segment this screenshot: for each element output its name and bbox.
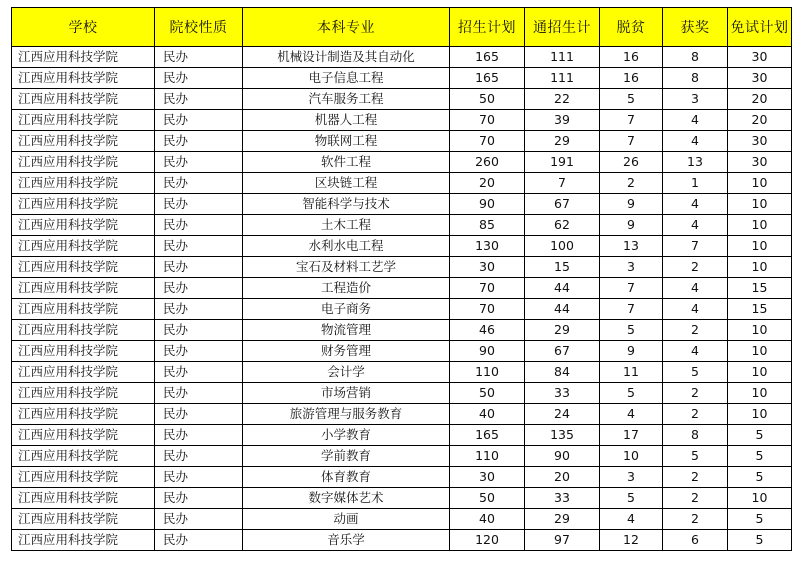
cell-poverty: 4: [600, 404, 663, 425]
cell-enrollment-plan: 165: [450, 47, 525, 68]
cell-school: 江西应用科技学院: [12, 467, 155, 488]
table-row: [12, 467, 792, 488]
cell-award: 2: [663, 383, 728, 404]
cell-school: 江西应用科技学院: [12, 194, 155, 215]
cell-major: 水利水电工程: [243, 236, 450, 257]
cell-major: 电子商务: [243, 299, 450, 320]
cell-major: 物流管理: [243, 320, 450, 341]
cell-enrollment-plan: 260: [450, 152, 525, 173]
table-row: [12, 68, 792, 89]
cell-major: 软件工程: [243, 152, 450, 173]
cell-poverty: 7: [600, 299, 663, 320]
cell-school-type: 民办: [155, 152, 243, 173]
cell-poverty: 9: [600, 194, 663, 215]
cell-school: 江西应用科技学院: [12, 320, 155, 341]
cell-school-type: 民办: [155, 110, 243, 131]
cell-school: 江西应用科技学院: [12, 341, 155, 362]
cell-poverty: 3: [600, 257, 663, 278]
cell-exempt-plan: 5: [728, 530, 792, 551]
cell-general-plan: 24: [525, 404, 600, 425]
cell-major: 会计学: [243, 362, 450, 383]
cell-school-type: 民办: [155, 488, 243, 509]
cell-general-plan: 191: [525, 152, 600, 173]
cell-major: 机械设计制造及其自动化: [243, 47, 450, 68]
table-row: [12, 320, 792, 341]
cell-school: 江西应用科技学院: [12, 68, 155, 89]
cell-enrollment-plan: 130: [450, 236, 525, 257]
table-row: [12, 236, 792, 257]
cell-school: 江西应用科技学院: [12, 530, 155, 551]
cell-school: 江西应用科技学院: [12, 236, 155, 257]
cell-enrollment-plan: 50: [450, 488, 525, 509]
cell-exempt-plan: 10: [728, 488, 792, 509]
cell-award: 7: [663, 236, 728, 257]
cell-exempt-plan: 30: [728, 131, 792, 152]
cell-enrollment-plan: 50: [450, 89, 525, 110]
cell-general-plan: 67: [525, 341, 600, 362]
cell-school-type: 民办: [155, 215, 243, 236]
table-row: [12, 362, 792, 383]
cell-general-plan: 135: [525, 425, 600, 446]
cell-general-plan: 29: [525, 509, 600, 530]
cell-major: 市场营销: [243, 383, 450, 404]
header-poverty: 脱贫: [600, 8, 663, 47]
cell-exempt-plan: 30: [728, 152, 792, 173]
cell-school-type: 民办: [155, 299, 243, 320]
table-row: [12, 173, 792, 194]
cell-enrollment-plan: 20: [450, 173, 525, 194]
cell-enrollment-plan: 50: [450, 383, 525, 404]
cell-exempt-plan: 5: [728, 446, 792, 467]
cell-exempt-plan: 10: [728, 320, 792, 341]
cell-exempt-plan: 10: [728, 194, 792, 215]
cell-enrollment-plan: 120: [450, 530, 525, 551]
cell-school-type: 民办: [155, 131, 243, 152]
cell-school-type: 民办: [155, 173, 243, 194]
cell-poverty: 3: [600, 467, 663, 488]
cell-school-type: 民办: [155, 530, 243, 551]
cell-poverty: 4: [600, 509, 663, 530]
cell-poverty: 7: [600, 278, 663, 299]
cell-exempt-plan: 20: [728, 110, 792, 131]
cell-enrollment-plan: 70: [450, 131, 525, 152]
cell-enrollment-plan: 30: [450, 257, 525, 278]
cell-general-plan: 111: [525, 68, 600, 89]
cell-award: 8: [663, 425, 728, 446]
cell-school: 江西应用科技学院: [12, 446, 155, 467]
cell-school: 江西应用科技学院: [12, 152, 155, 173]
table-row: [12, 488, 792, 509]
cell-exempt-plan: 15: [728, 278, 792, 299]
cell-exempt-plan: 10: [728, 362, 792, 383]
cell-school-type: 民办: [155, 446, 243, 467]
cell-enrollment-plan: 90: [450, 341, 525, 362]
cell-award: 2: [663, 467, 728, 488]
cell-poverty: 10: [600, 446, 663, 467]
cell-school: 江西应用科技学院: [12, 89, 155, 110]
cell-exempt-plan: 5: [728, 467, 792, 488]
cell-general-plan: 22: [525, 89, 600, 110]
cell-major: 数字媒体艺术: [243, 488, 450, 509]
header-school: 学校: [12, 8, 155, 47]
cell-school: 江西应用科技学院: [12, 488, 155, 509]
cell-enrollment-plan: 85: [450, 215, 525, 236]
cell-poverty: 9: [600, 341, 663, 362]
table-row: [12, 341, 792, 362]
table-row: [12, 530, 792, 551]
table-row: [12, 278, 792, 299]
cell-award: 2: [663, 320, 728, 341]
cell-general-plan: 100: [525, 236, 600, 257]
cell-general-plan: 33: [525, 488, 600, 509]
cell-award: 13: [663, 152, 728, 173]
cell-school: 江西应用科技学院: [12, 257, 155, 278]
header-exempt-plan: 免试计划: [728, 8, 792, 47]
cell-major: 区块链工程: [243, 173, 450, 194]
admissions-table-container: [11, 7, 792, 551]
cell-general-plan: 39: [525, 110, 600, 131]
cell-poverty: 16: [600, 47, 663, 68]
cell-general-plan: 33: [525, 383, 600, 404]
cell-poverty: 5: [600, 383, 663, 404]
cell-major: 土木工程: [243, 215, 450, 236]
cell-major: 物联网工程: [243, 131, 450, 152]
table-body: [12, 47, 792, 551]
table-row: [12, 131, 792, 152]
cell-general-plan: 67: [525, 194, 600, 215]
cell-general-plan: 62: [525, 215, 600, 236]
cell-poverty: 7: [600, 110, 663, 131]
table-row: [12, 110, 792, 131]
table-row: [12, 194, 792, 215]
cell-poverty: 5: [600, 89, 663, 110]
cell-general-plan: 20: [525, 467, 600, 488]
header-award: 获奖: [663, 8, 728, 47]
cell-school-type: 民办: [155, 89, 243, 110]
cell-major: 学前教育: [243, 446, 450, 467]
cell-general-plan: 111: [525, 47, 600, 68]
cell-school-type: 民办: [155, 404, 243, 425]
table-row: [12, 425, 792, 446]
table-row: [12, 383, 792, 404]
cell-school: 江西应用科技学院: [12, 131, 155, 152]
header-general-plan: 通招生计: [525, 8, 600, 47]
cell-school: 江西应用科技学院: [12, 278, 155, 299]
cell-award: 2: [663, 509, 728, 530]
cell-exempt-plan: 5: [728, 425, 792, 446]
cell-award: 4: [663, 299, 728, 320]
table-row: [12, 257, 792, 278]
cell-school: 江西应用科技学院: [12, 509, 155, 530]
cell-school-type: 民办: [155, 236, 243, 257]
cell-award: 2: [663, 404, 728, 425]
cell-school: 江西应用科技学院: [12, 215, 155, 236]
cell-major: 机器人工程: [243, 110, 450, 131]
cell-enrollment-plan: 30: [450, 467, 525, 488]
cell-school-type: 民办: [155, 467, 243, 488]
cell-major: 电子信息工程: [243, 68, 450, 89]
cell-school: 江西应用科技学院: [12, 425, 155, 446]
cell-exempt-plan: 10: [728, 215, 792, 236]
cell-exempt-plan: 10: [728, 404, 792, 425]
cell-poverty: 13: [600, 236, 663, 257]
table-header: [12, 8, 792, 47]
cell-school-type: 民办: [155, 362, 243, 383]
table-row: [12, 299, 792, 320]
cell-award: 4: [663, 215, 728, 236]
cell-enrollment-plan: 70: [450, 299, 525, 320]
header-row: [12, 8, 792, 47]
cell-poverty: 16: [600, 68, 663, 89]
cell-exempt-plan: 5: [728, 509, 792, 530]
table-row: [12, 404, 792, 425]
cell-major: 宝石及材料工艺学: [243, 257, 450, 278]
cell-major: 智能科学与技术: [243, 194, 450, 215]
cell-poverty: 7: [600, 131, 663, 152]
cell-school: 江西应用科技学院: [12, 362, 155, 383]
cell-general-plan: 15: [525, 257, 600, 278]
cell-enrollment-plan: 110: [450, 446, 525, 467]
cell-award: 8: [663, 47, 728, 68]
cell-award: 1: [663, 173, 728, 194]
cell-enrollment-plan: 40: [450, 509, 525, 530]
table-row: [12, 89, 792, 110]
cell-major: 小学教育: [243, 425, 450, 446]
cell-exempt-plan: 20: [728, 89, 792, 110]
cell-general-plan: 90: [525, 446, 600, 467]
cell-school-type: 民办: [155, 320, 243, 341]
cell-school: 江西应用科技学院: [12, 404, 155, 425]
cell-general-plan: 44: [525, 278, 600, 299]
cell-general-plan: 44: [525, 299, 600, 320]
cell-poverty: 11: [600, 362, 663, 383]
cell-enrollment-plan: 165: [450, 425, 525, 446]
cell-school: 江西应用科技学院: [12, 383, 155, 404]
cell-award: 6: [663, 530, 728, 551]
cell-school-type: 民办: [155, 194, 243, 215]
cell-exempt-plan: 10: [728, 173, 792, 194]
cell-poverty: 5: [600, 320, 663, 341]
cell-school: 江西应用科技学院: [12, 110, 155, 131]
cell-poverty: 9: [600, 215, 663, 236]
table-row: [12, 47, 792, 68]
cell-enrollment-plan: 70: [450, 110, 525, 131]
cell-award: 4: [663, 110, 728, 131]
cell-award: 2: [663, 488, 728, 509]
cell-general-plan: 29: [525, 320, 600, 341]
cell-enrollment-plan: 90: [450, 194, 525, 215]
cell-poverty: 26: [600, 152, 663, 173]
cell-school-type: 民办: [155, 341, 243, 362]
cell-general-plan: 7: [525, 173, 600, 194]
cell-major: 音乐学: [243, 530, 450, 551]
cell-poverty: 17: [600, 425, 663, 446]
cell-award: 4: [663, 131, 728, 152]
table-row: [12, 446, 792, 467]
cell-major: 体育教育: [243, 467, 450, 488]
cell-enrollment-plan: 110: [450, 362, 525, 383]
header-enrollment-plan: 招生计划: [450, 8, 525, 47]
cell-school-type: 民办: [155, 47, 243, 68]
cell-major: 财务管理: [243, 341, 450, 362]
cell-award: 4: [663, 341, 728, 362]
header-major: 本科专业: [243, 8, 450, 47]
cell-poverty: 12: [600, 530, 663, 551]
cell-school-type: 民办: [155, 257, 243, 278]
cell-general-plan: 29: [525, 131, 600, 152]
cell-poverty: 5: [600, 488, 663, 509]
cell-award: 3: [663, 89, 728, 110]
cell-general-plan: 84: [525, 362, 600, 383]
cell-award: 5: [663, 446, 728, 467]
cell-general-plan: 97: [525, 530, 600, 551]
cell-enrollment-plan: 70: [450, 278, 525, 299]
cell-award: 4: [663, 278, 728, 299]
cell-award: 2: [663, 257, 728, 278]
cell-exempt-plan: 15: [728, 299, 792, 320]
cell-exempt-plan: 30: [728, 68, 792, 89]
cell-enrollment-plan: 46: [450, 320, 525, 341]
cell-school: 江西应用科技学院: [12, 173, 155, 194]
cell-award: 8: [663, 68, 728, 89]
admissions-plan-table: [11, 7, 792, 551]
cell-major: 工程造价: [243, 278, 450, 299]
cell-exempt-plan: 10: [728, 257, 792, 278]
cell-major: 汽车服务工程: [243, 89, 450, 110]
cell-school-type: 民办: [155, 68, 243, 89]
cell-school-type: 民办: [155, 509, 243, 530]
cell-exempt-plan: 10: [728, 341, 792, 362]
cell-exempt-plan: 10: [728, 383, 792, 404]
cell-major: 动画: [243, 509, 450, 530]
cell-school-type: 民办: [155, 383, 243, 404]
cell-school-type: 民办: [155, 425, 243, 446]
cell-enrollment-plan: 40: [450, 404, 525, 425]
cell-school: 江西应用科技学院: [12, 299, 155, 320]
table-row: [12, 509, 792, 530]
table-row: [12, 152, 792, 173]
cell-exempt-plan: 10: [728, 236, 792, 257]
cell-school: 江西应用科技学院: [12, 47, 155, 68]
cell-enrollment-plan: 165: [450, 68, 525, 89]
cell-award: 5: [663, 362, 728, 383]
table-row: [12, 215, 792, 236]
cell-award: 4: [663, 194, 728, 215]
cell-poverty: 2: [600, 173, 663, 194]
header-school-type: 院校性质: [155, 8, 243, 47]
cell-exempt-plan: 30: [728, 47, 792, 68]
cell-major: 旅游管理与服务教育: [243, 404, 450, 425]
cell-school-type: 民办: [155, 278, 243, 299]
